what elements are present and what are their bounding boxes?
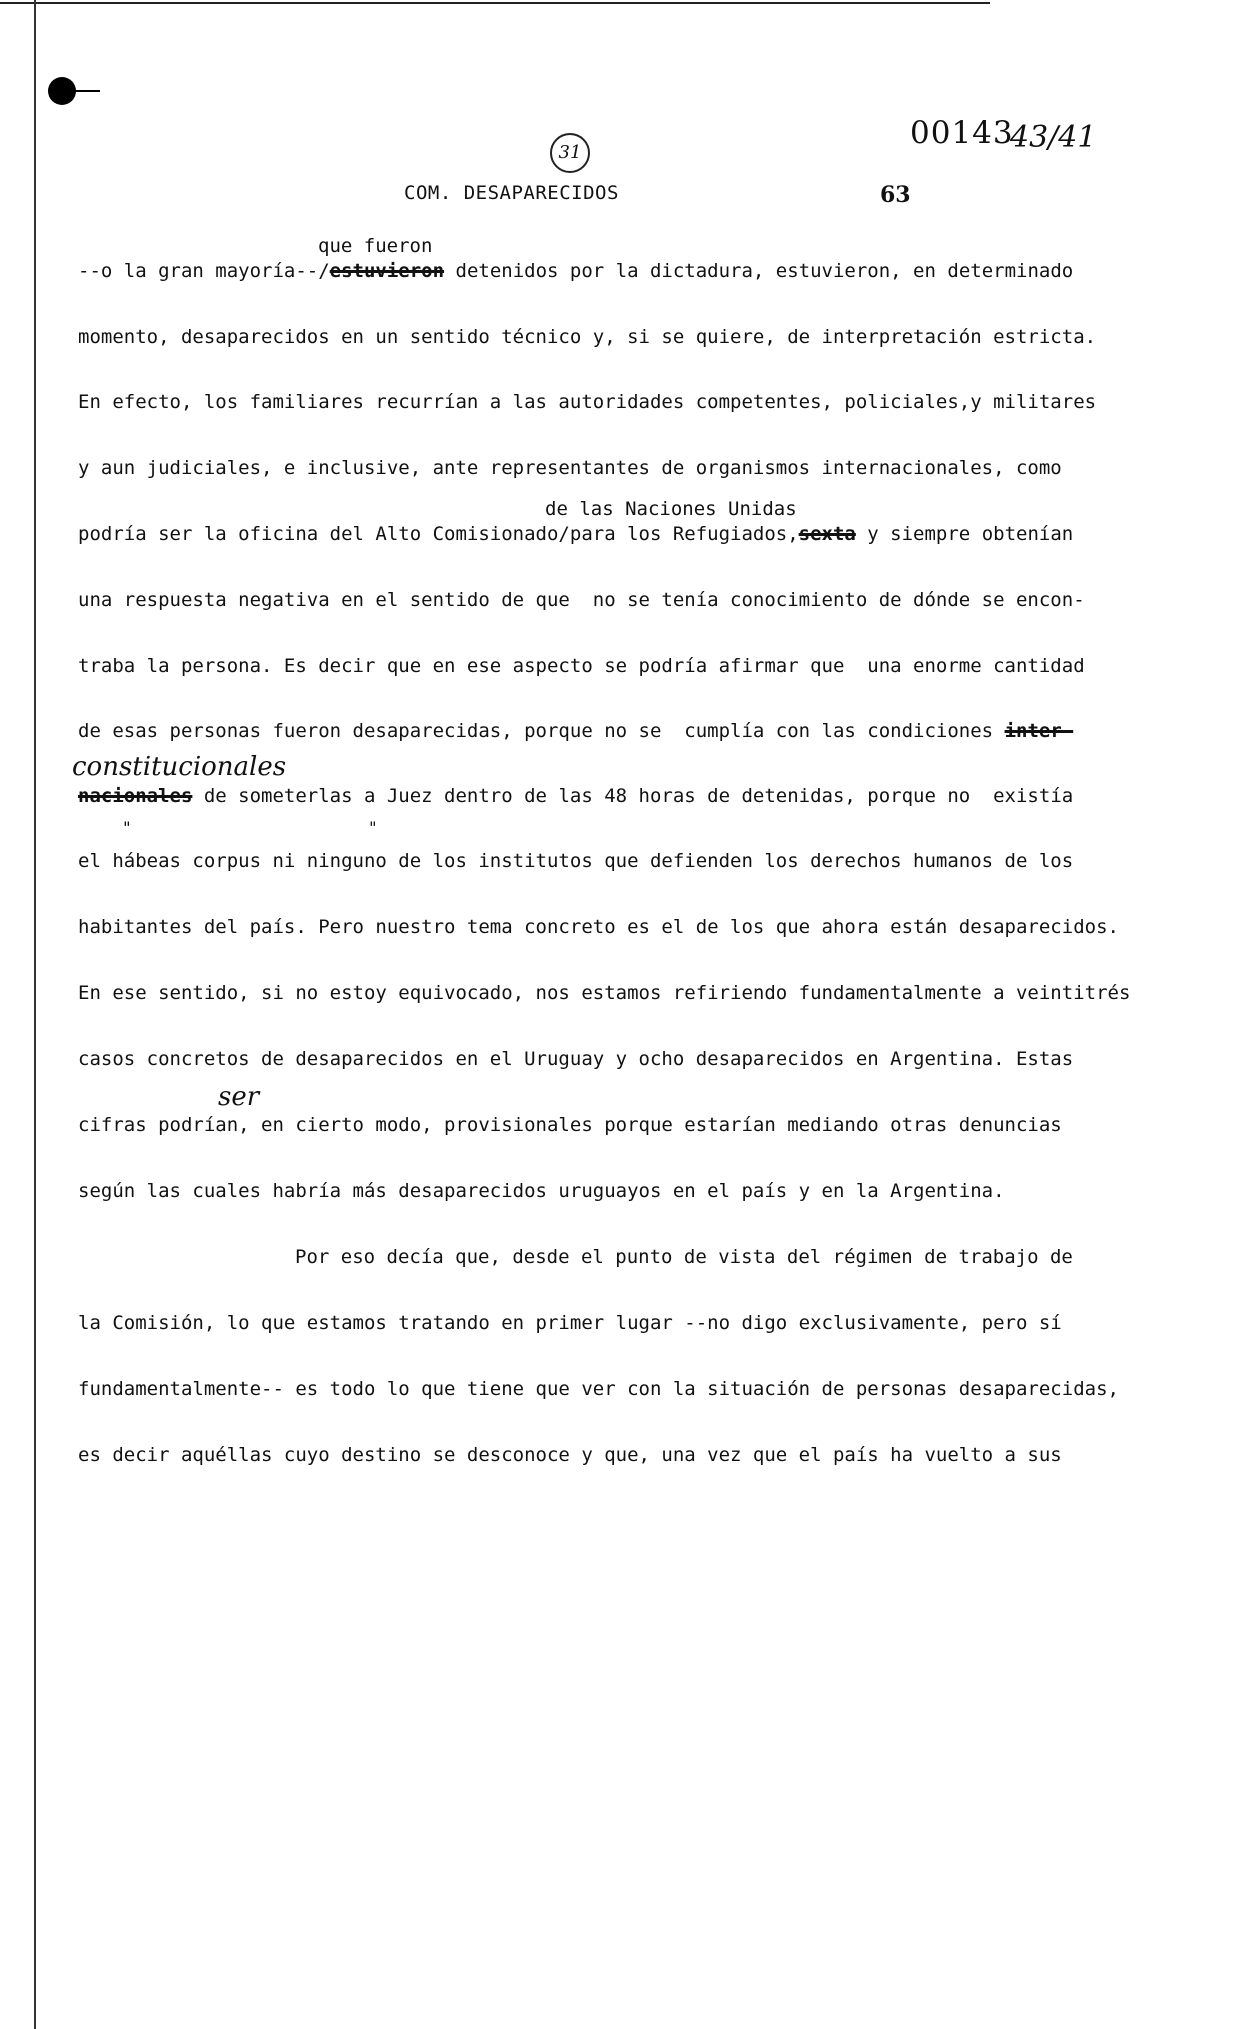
- line-1-end: detenidos por la dictadura, estuvieron, en determinado: [444, 260, 1074, 282]
- line-1-start: --o la gran mayoría--/: [78, 260, 330, 282]
- line-9-end: de someterlas a Juez dentro de las 48 horas de detenidas, porque no existía: [192, 785, 1074, 807]
- struck-word-9: nacionales: [78, 785, 193, 807]
- body-line-1: [78, 259, 1073, 283]
- insertion-naciones-unidas: de las Naciones Unidas: [545, 498, 797, 520]
- body-line-7: traba la persona. Es decir que en ese aspecto se podría afirmar que una enorme cantidad: [78, 655, 1085, 677]
- handwritten-quote-mark-2: ": [368, 818, 378, 837]
- document-number: 00143: [910, 115, 1014, 151]
- body-line-18: fundamentalmente-- es todo lo que tiene que ver con la situación de personas desaparecidas,: [78, 1378, 1119, 1400]
- body-line-10: el hábeas corpus ni ninguno de los institutos que defienden los derechos humanos de los: [78, 850, 1074, 872]
- body-line-11: habitantes del país. Pero nuestro tema concreto es el de los que ahora están desaparecidos.: [78, 916, 1119, 938]
- body-line-6: una respuesta negativa en el sentido de que no se tenía conocimiento de dónde se encon-: [78, 589, 1085, 611]
- body-line-17: la Comisión, lo que estamos tratando en primer lugar --no digo exclusivamente, pero sí: [78, 1312, 1062, 1334]
- handwritten-insertion-constitucionales: constitucionales: [72, 752, 287, 782]
- line-5-end: y siempre obtenían: [855, 523, 1074, 545]
- line-8-start: de esas personas fueron desaparecidas, porque no se cumplía con las condiciones: [78, 720, 1005, 742]
- body-line-9: [78, 784, 1073, 808]
- body-line-12: En ese sentido, si no estoy equivocado, nos estamos refiriendo fundamentalmente a veintitrés: [78, 982, 1131, 1004]
- body-line-16: Por eso decía que, desde el punto de vista del régimen de trabajo de: [295, 1246, 1073, 1268]
- body-line-13: casos concretos de desaparecidos en el Uruguay y ocho desaparecidos en Argentina. Estas: [78, 1048, 1074, 1070]
- punch-hole-tick: [72, 90, 100, 92]
- page-edge-top: [0, 2, 990, 4]
- body-line-8: [78, 719, 1073, 743]
- body-line-2: momento, desaparecidos en un sentido técnico y, si se quiere, de interpretación estricta.: [78, 326, 1097, 348]
- struck-word-1: estuvieron: [329, 260, 445, 282]
- body-line-5: [78, 522, 1073, 546]
- handwritten-insertion-ser: ser: [218, 1082, 260, 1112]
- page-number: 63: [880, 182, 911, 208]
- page-header-title: COM. DESAPARECIDOS: [404, 182, 619, 204]
- handwritten-quote-mark-1: ": [122, 818, 132, 837]
- struck-word-8: inter-: [1004, 720, 1074, 742]
- insertion-que-fueron: que fueron: [318, 235, 433, 257]
- body-line-3: En efecto, los familiares recurrían a las autoridades competentes, policiales,y militares: [78, 391, 1097, 413]
- line-5-start: podría ser la oficina del Alto Comisionado/para los Refugiados,: [78, 523, 799, 545]
- handwritten-annotation: 43/41: [1010, 120, 1097, 155]
- body-line-15: según las cuales habría más desaparecidos uruguayos en el país y en la Argentina.: [78, 1180, 1005, 1202]
- struck-word-5: sexta: [798, 523, 856, 545]
- body-line-19: es decir aquéllas cuyo destino se desconoce y que, una vez que el país ha vuelto a sus: [78, 1444, 1062, 1466]
- body-line-4: y aun judiciales, e inclusive, ante representantes de organismos internacionales, como: [78, 457, 1062, 479]
- body-line-14: cifras podrían, en cierto modo, provisionales porque estarían mediando otras denuncias: [78, 1114, 1062, 1136]
- page-edge-left: [34, 0, 36, 2029]
- circled-number: 31: [550, 133, 590, 173]
